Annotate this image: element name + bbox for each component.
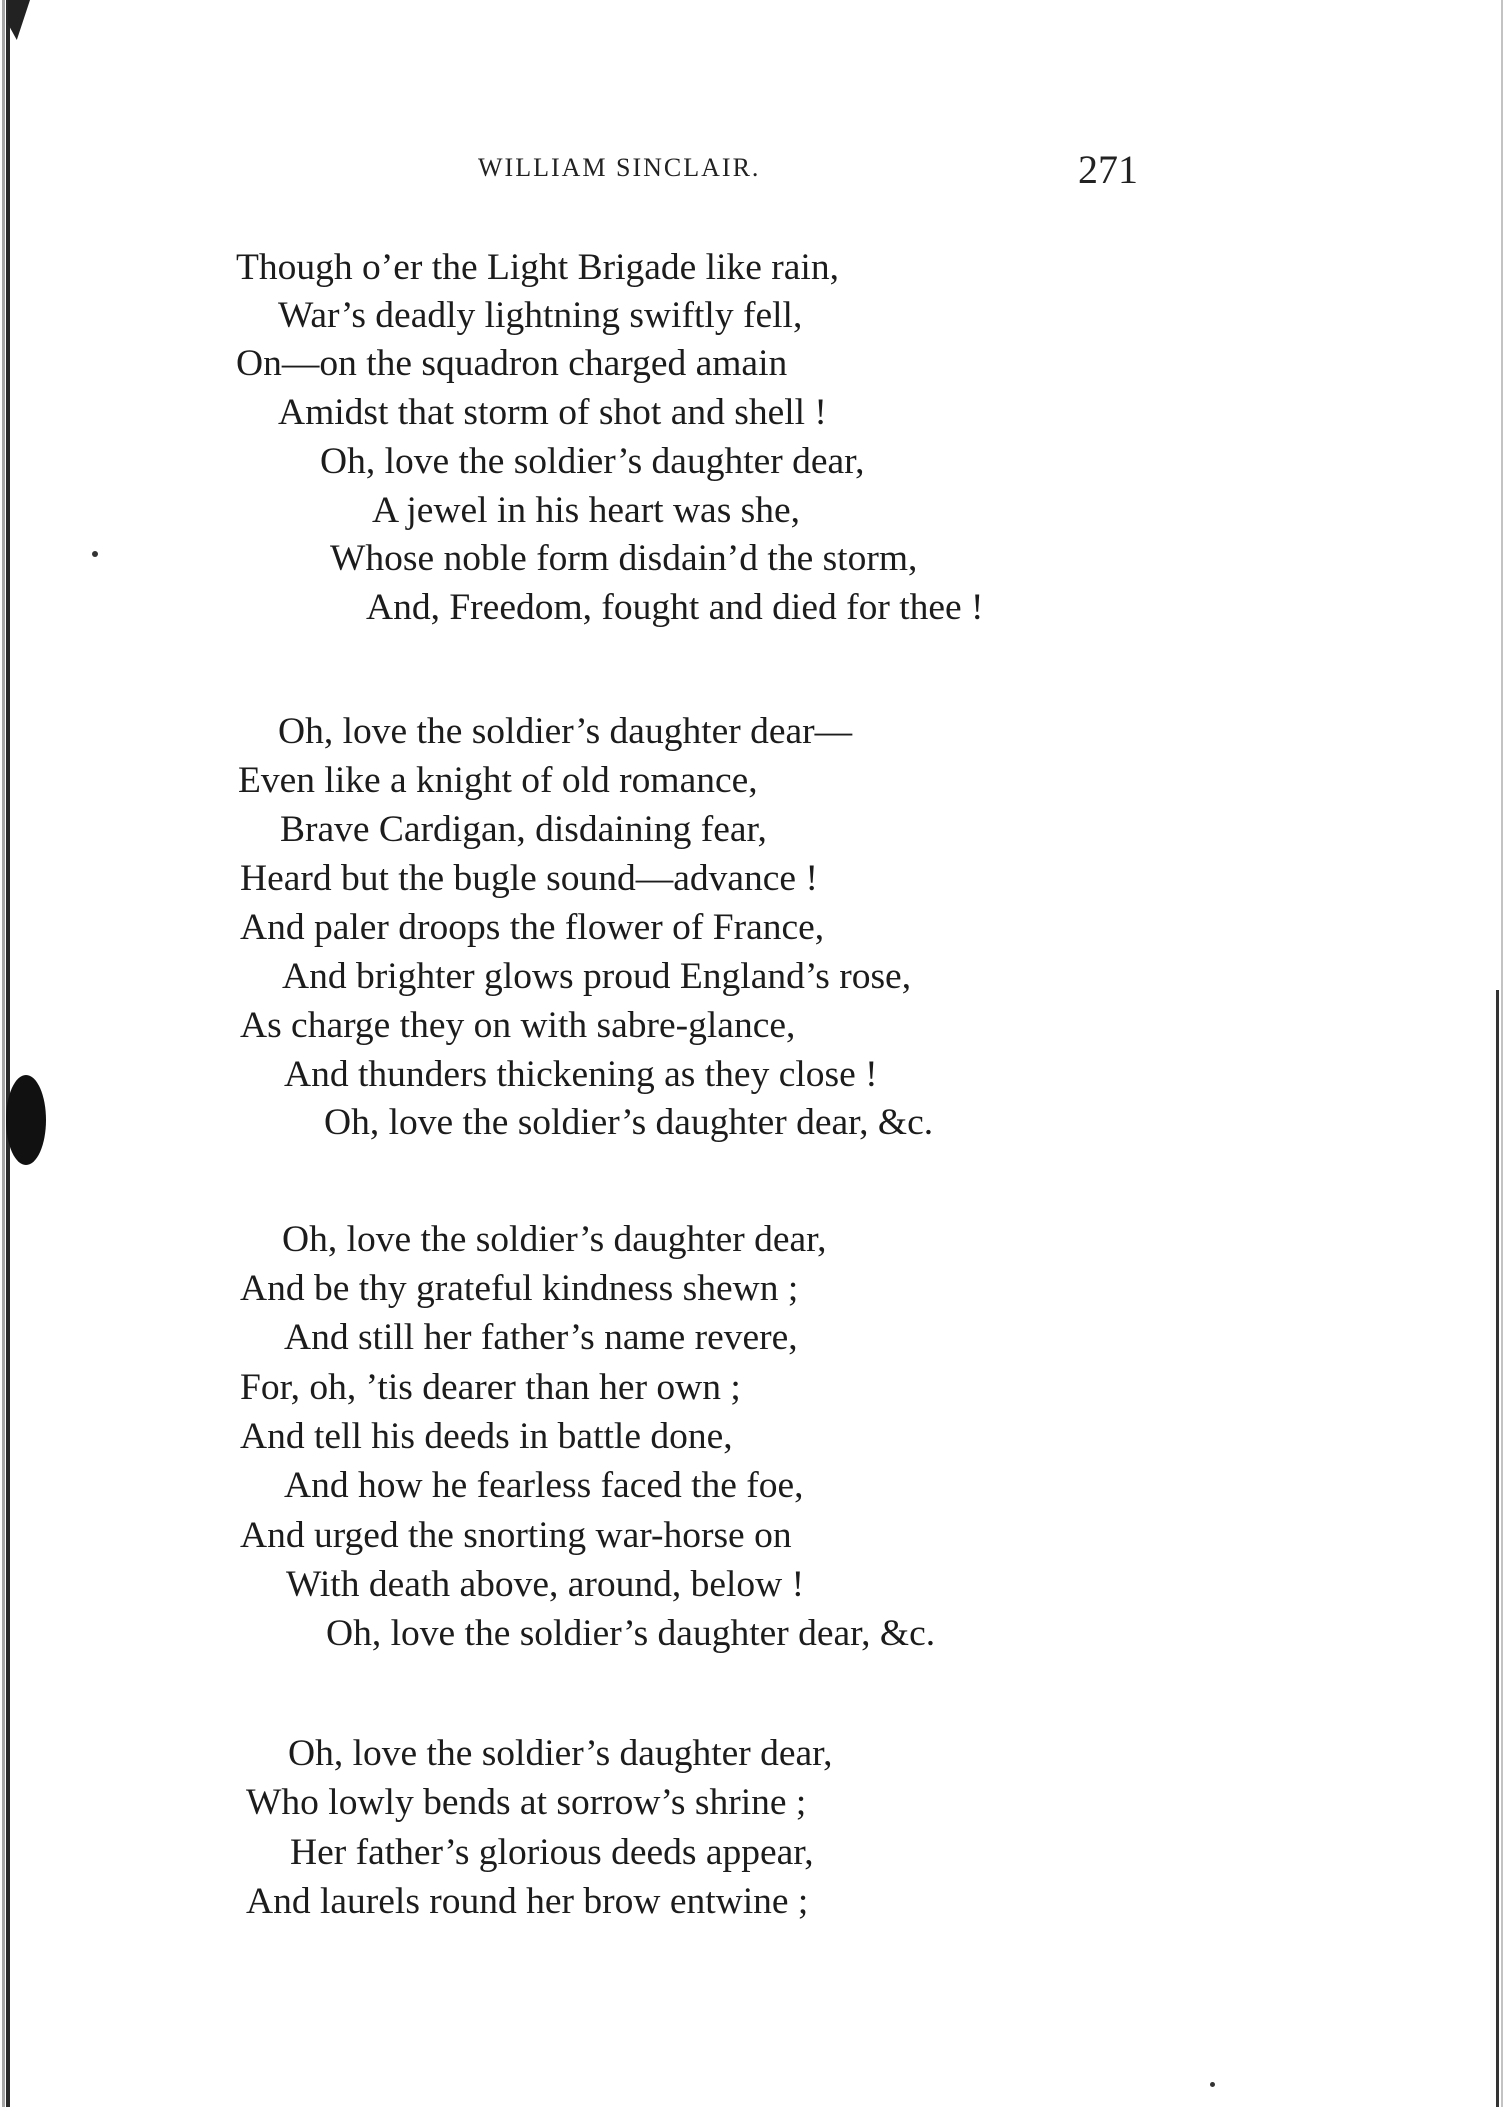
poem-line: Brave Cardigan, disdaining fear, xyxy=(280,809,767,850)
poem-line: And brighter glows proud England’s rose, xyxy=(282,956,912,997)
page-number: 271 xyxy=(1078,147,1138,192)
poem-line: Heard but the bugle sound—advance ! xyxy=(240,858,818,899)
poem-line: Oh, love the soldier’s daughter dear, xyxy=(282,1219,827,1260)
poem-line: War’s deadly lightning swiftly fell, xyxy=(278,295,803,336)
poem-line: A jewel in his heart was she, xyxy=(372,490,801,531)
poem-line: Her father’s glorious deeds appear, xyxy=(290,1832,814,1873)
poem-line: Who lowly bends at sorrow’s shrine ; xyxy=(246,1782,807,1823)
poem-line: With death above, around, below ! xyxy=(286,1564,805,1605)
poem-line: And laurels round her brow entwine ; xyxy=(246,1881,809,1922)
poem-line: Oh, love the soldier’s daughter dear, &c. xyxy=(324,1102,934,1143)
poem-line: And how he fearless faced the foe, xyxy=(284,1465,804,1506)
poem-line: And thunders thickening as they close ! xyxy=(284,1054,878,1095)
scan-edge-left xyxy=(6,0,10,2107)
poem-line: Even like a knight of old romance, xyxy=(238,760,758,801)
poem-line: And urged the snorting war-horse on xyxy=(240,1515,792,1556)
poem-line: On—on the squadron charged amain xyxy=(236,343,788,384)
poem-line: Amidst that storm of shot and shell ! xyxy=(278,392,827,433)
poem-line: Oh, love the soldier’s daughter dear, xyxy=(320,441,865,482)
speck xyxy=(1210,2082,1215,2087)
poem-line: Oh, love the soldier’s daughter dear, &c. xyxy=(326,1613,936,1654)
poem-line: Oh, love the soldier’s daughter dear, xyxy=(288,1733,833,1774)
poem-line: Whose noble form disdain’d the storm, xyxy=(330,538,918,579)
poem-line: And still her father’s name revere, xyxy=(284,1317,798,1358)
scan-edge-left-shadow xyxy=(2,0,5,2107)
poem-line: And, Freedom, fought and died for thee ! xyxy=(366,587,984,628)
scan-corner-mark xyxy=(8,0,30,40)
poem-line: Though o’er the Light Brigade like rain, xyxy=(236,247,839,288)
running-header-title: WILLIAM SINCLAIR. xyxy=(478,153,761,182)
poem-line: And be thy grateful kindness shewn ; xyxy=(240,1268,799,1309)
poem-line: For, oh, ’tis dearer than her own ; xyxy=(240,1367,741,1408)
scan-edge-right xyxy=(1496,990,1499,2107)
speck xyxy=(92,551,98,557)
poem-line: And tell his deeds in battle done, xyxy=(240,1416,733,1457)
poem-line: Oh, love the soldier’s daughter dear— xyxy=(278,711,853,752)
poem-line: As charge they on with sabre-glance, xyxy=(240,1005,796,1046)
ink-blot xyxy=(6,1075,46,1165)
poem-line: And paler droops the flower of France, xyxy=(240,907,825,948)
